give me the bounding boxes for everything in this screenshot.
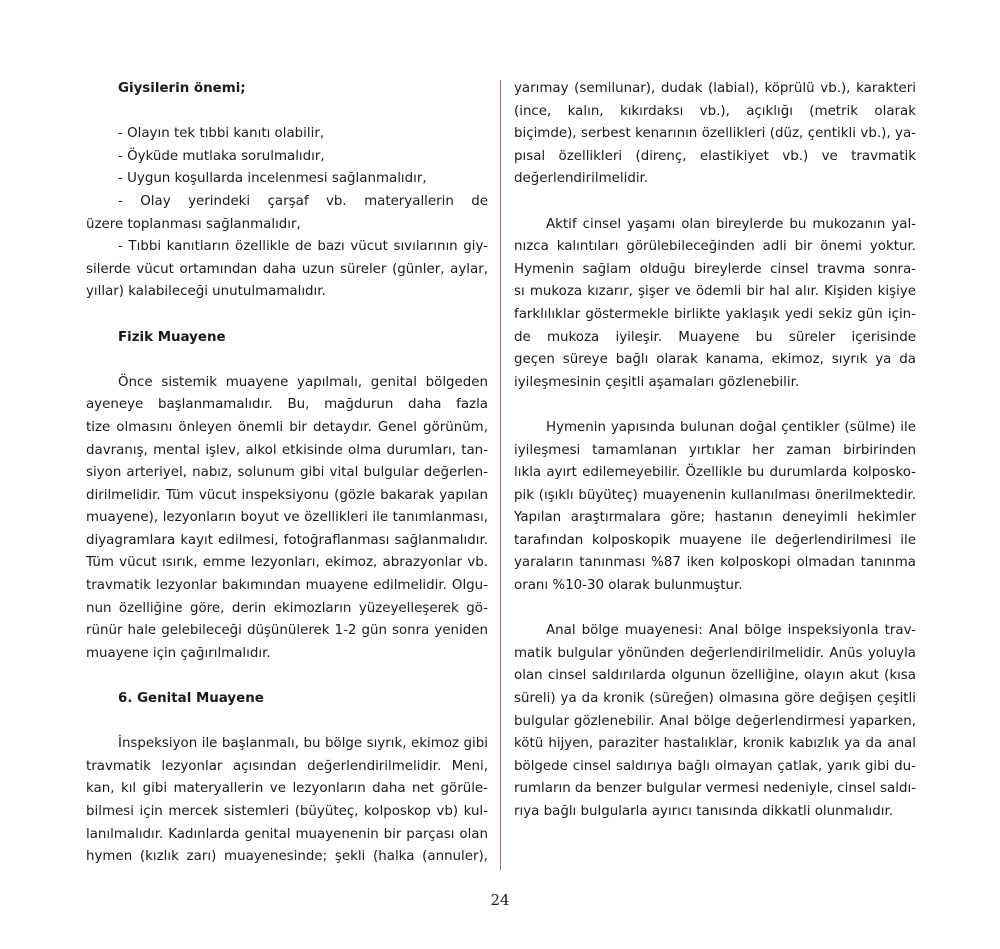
text-line: Aktif cinsel yaşamı olan bireylerde bu mukozanın yal-	[546, 216, 916, 232]
text-line: süreli) ya da kronik (süreğen) olmasına göre değişen çeşitli	[514, 691, 916, 707]
text-line: pısal özellikleri (direnç, elastikiyet vb.) ve travmatik	[514, 148, 916, 164]
section-heading: 6. Genital Muayene	[118, 691, 264, 707]
text-line: Önce sistemik muayene yapılmalı, genital bölgeden	[118, 374, 488, 390]
text-line: lıkla ayırt edilemeyebilir. Özellikle bu durumlarda kolposko-	[514, 465, 916, 481]
text-line: bulgular gözlenebilir. Anal bölge değerlendirmesi yaparken,	[514, 713, 916, 729]
text-line: olan cinsel saldırılarda olgunun özelliğine, olayın akut (kısa	[514, 668, 916, 684]
text-line: - Öyküde mutlaka sorulmalıdır,	[118, 148, 325, 164]
paragraph-gap	[86, 665, 488, 688]
page-number: 24	[490, 891, 510, 909]
text-line: Anal bölge muayenesi: Anal bölge inspeksiyonla trav-	[546, 623, 916, 639]
text-line: - Olay yerindeki çarşaf vb. materyallerin de	[118, 193, 488, 209]
paragraph-gap	[514, 191, 916, 214]
column-divider	[500, 80, 501, 870]
text-line: ayeneye başlanmamalıdır. Bu, mağdurun daha fazla	[86, 397, 488, 413]
text-line: davranış, mental işlev, alkol etkisinde olma durumları, tan-	[86, 442, 488, 458]
text-line: muayene için çağırılmalıdır.	[86, 645, 271, 661]
paragraph-gap	[514, 394, 916, 417]
text-line: oranı %10-30 olarak bulunmuştur.	[514, 578, 743, 594]
text-line: siyon arteriyel, nabız, solunum gibi vital bulgular değerlen-	[86, 465, 488, 481]
text-line: kötü hijyen, paraziter hastalıklar, kronik kabızlık ya da anal	[514, 736, 916, 752]
paragraph-gap	[86, 349, 488, 372]
text-line: muayene), lezyonların boyut ve özellikleri ile tanımlanması,	[86, 510, 488, 526]
text-line: - Tıbbi kanıtların özellikle de bazı vücut sıvılarının giy-	[118, 239, 488, 255]
text-line: yarımay (semilunar), dudak (labial), köprülü vb.), karakteri	[514, 81, 916, 96]
text-line: nızca kalıntıları görülebileceğinden adli bir önemi yoktur.	[514, 239, 916, 255]
text-line: nun özelliğine göre, derin ekimozların yüzeyelleşerek gö-	[86, 600, 488, 616]
text-line: pik (ışıklı büyüteç) muayenenin kullanılması önerilmektedir.	[514, 487, 916, 503]
text-line: Tüm vücut ısırık, emme lezyonları, ekimoz, abrazyonlar vb.	[86, 555, 488, 571]
text-line: İnspeksiyon ile başlanmalı, bu bölge sıyrık, ekimoz gibi	[118, 736, 488, 752]
text-line: yaraların tanınması %87 iken kolposkopi olmadan tanınma	[514, 555, 916, 571]
paragraph-gap	[86, 101, 488, 124]
text-line: iyileşmesinin çeşitli aşamaları gözlenebilir.	[514, 374, 800, 390]
text-line: tize olmasını önleyen önemli bir detaydır. Genel görünüm,	[86, 419, 488, 435]
text-line: - Uygun koşullarda incelenmesi sağlanmalıdır,	[118, 171, 427, 187]
text-line: dirilmelidir. Tüm vücut inspeksiyonu (gözle bakarak yapılan	[86, 487, 488, 503]
text-line: - Olayın tek tıbbi kanıtı olabilir,	[118, 126, 325, 142]
text-line: geçen süreye bağlı olarak kanama, ekimoz, sıyrık ya da	[514, 352, 916, 368]
paragraph-gap	[86, 304, 488, 327]
right-column	[514, 78, 916, 824]
text-line: hymen (kızlık zarı) muayenesinde; şekli (halka (annuler),	[86, 849, 488, 865]
text-line: travmatik lezyonlar bakımından muayene edilmelidir. Olgu-	[86, 578, 488, 594]
text-line: rünür hale gelebileceği düşünülerek 1-2 gün sonra yeniden	[86, 623, 488, 639]
text-line: iyileşmesi tamamlanan yırtıklar her zaman birbirinden	[514, 442, 916, 458]
text-line: (ince, kalın, kıkırdaksı vb.), açıklığı (metrik olarak	[514, 103, 916, 119]
text-line: travmatik lezyonlar açısından değerlendirilmelidir. Meni,	[86, 758, 488, 774]
text-line: lanılmalıdır. Kadınlarda genital muayenenin bir parçası olan	[86, 826, 488, 842]
text-line: Hymenin yapısında bulunan doğal çentikler (sülme) ile	[546, 419, 916, 435]
left-column	[86, 78, 488, 869]
section-heading: Giysilerin önemi;	[118, 81, 246, 96]
text-line: silerde vücut ortamından daha uzun süreler (günler, aylar,	[86, 261, 488, 277]
section-heading: Fizik Muayene	[118, 329, 226, 345]
text-line: rumların da benzer bulgular vermesi nedeniyle, cinsel saldı-	[514, 781, 916, 797]
paragraph-gap	[86, 711, 488, 734]
text-line: de mukoza iyileşir. Muayene bu süreler içerisinde	[514, 329, 916, 345]
paragraph-gap	[514, 598, 916, 621]
text-line: sı mukoza kızarır, şişer ve ödemli bir hal alır. Kişiden kişiye	[514, 284, 916, 300]
text-line: tarafından kolposkopik muayene ile değerlendirilmesi ile	[514, 532, 916, 548]
text-line: biçimde), serbest kenarının özellikleri (düz, çentikli vb.), ya-	[514, 126, 916, 142]
text-line: Yapılan araştırmalara göre; hastanın deneyimli hekimler	[514, 510, 916, 526]
text-line: kan, kıl gibi materyallerin ve lezyonların daha net görüle-	[86, 781, 488, 797]
text-line: değerlendirilmelidir.	[514, 171, 649, 187]
text-line: Hymenin sağlam olduğu bireylerde cinsel travma sonra-	[514, 261, 916, 277]
text-line: rıya bağlı bulgularla ayırıcı tanısında dikkatli olunmalıdır.	[514, 804, 894, 819]
text-line: farklılıklar göstermekle birlikte yaklaşık yedi sekiz gün için-	[514, 306, 916, 322]
text-line: bilmesi için mercek sistemleri (büyüteç, kolposkop vb) kul-	[86, 804, 488, 819]
text-line: matik bulgular yönünden değerlendirilmelidir. Anüs yoluyla	[514, 645, 916, 661]
text-line: yıllar) kalabileceği unutulmamalıdır.	[86, 284, 326, 300]
text-line: bölgede cinsel saldırıya bağlı olmayan çatlak, yarık gibi du-	[514, 758, 916, 774]
text-line: üzere toplanması sağlanmalıdır,	[86, 216, 301, 232]
text-line: diyagramlara kayıt edilmesi, fotoğraflanması sağlanmalıdır.	[86, 532, 488, 548]
